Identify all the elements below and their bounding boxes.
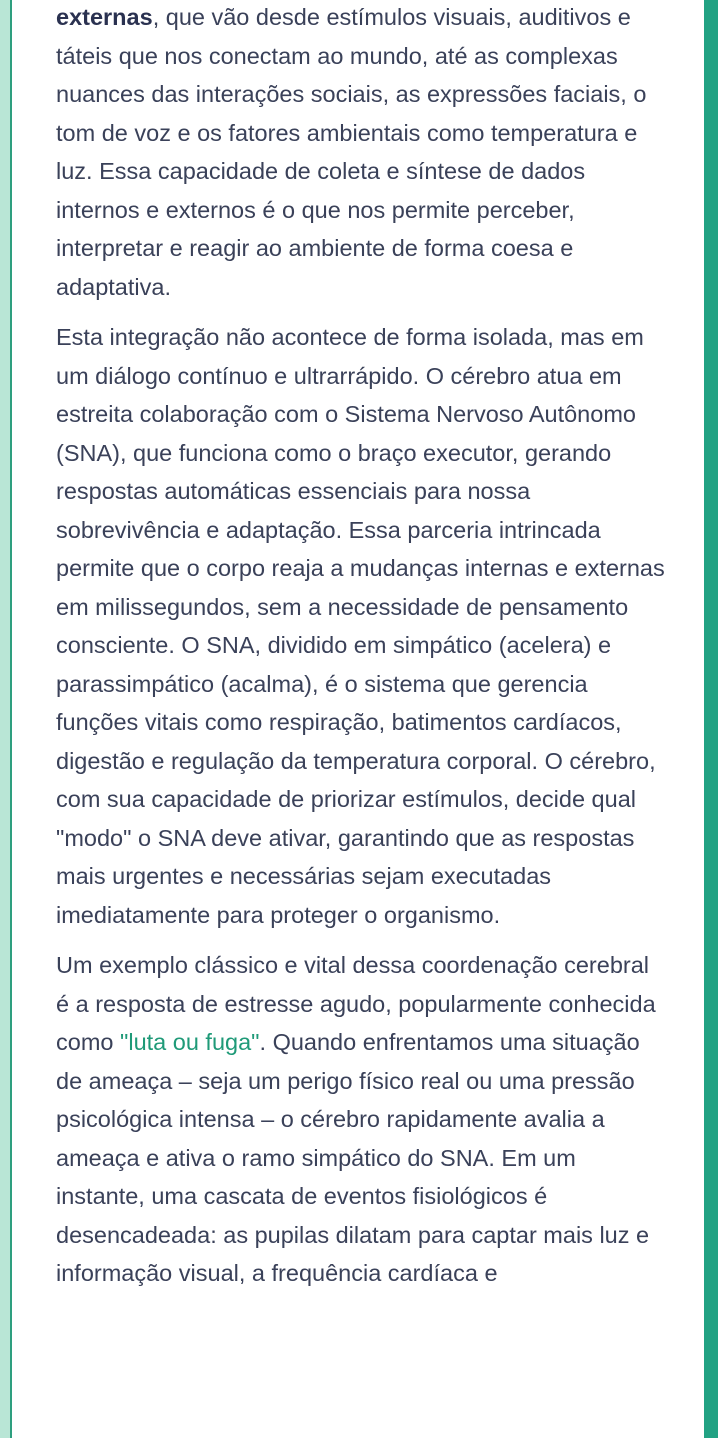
paragraph-3-text-before: Um exemplo clássico e vital dessa coordenação cerebral é a resposta de estresse agudo, popularmente conhecida como (56, 952, 656, 1055)
paragraph-1-text: , que vão desde estímulos visuais, auditivos e táteis que nos conectam ao mundo, até as complexas nuances das interações sociais, as expressões faciais, o tom de voz e os fatores ambientais como temperatura e luz. Essa capacidade de coleta e síntese de dados internos e externos é o que nos permite perceber, interpretar e reagir ao ambiente de forma coesa e adaptativa. (56, 4, 647, 300)
paragraph-1 (56, 0, 668, 306)
left-accent-line (10, 0, 12, 1438)
bold-lead-text: externas (56, 4, 153, 30)
paragraph-3-text-after: . Quando enfrentamos uma situação de ameaça – seja um perigo físico real ou uma pressão psicológica intensa – o cérebro rapidamente avalia a ameaça e ativa o ramo simpático do SNA. Em um instante, uma cascata de eventos fisiológicos é desencadeada: as pupilas dilatam para captar mais luz e informação visual, a frequência cardíaca e (56, 1029, 650, 1286)
luta-ou-fuga-link[interactable]: "luta ou fuga" (120, 1029, 260, 1055)
paragraph-3 (56, 946, 668, 1293)
left-accent-bar (0, 0, 10, 1438)
right-scroll-bar[interactable] (704, 0, 718, 1438)
paragraph-2: Esta integração não acontece de forma isolada, mas em um diálogo contínuo e ultrarrápido. O cérebro atua em estreita colaboração com o Sistema Nervoso Autônomo (SNA), que funciona como o braço executor, gerando respostas automáticas essenciais para nossa sobrevivência e adaptação. Essa parceria intrincada permite que o corpo reaja a mudanças internas e externas em milissegundos, sem a necessidade de pensamento consciente. O SNA, dividido em simpático (acelera) e parassimpático (acalma), é o sistema que gerencia funções vitais como respiração, batimentos cardíacos, digestão e regulação da temperatura corporal. O cérebro, com sua capacidade de priorizar estímulos, decide qual "modo" o SNA deve ativar, garantindo que as respostas mais urgentes e necessárias sejam executadas imediatamente para proteger o organismo. (56, 324, 665, 928)
article-body (56, 0, 668, 1305)
